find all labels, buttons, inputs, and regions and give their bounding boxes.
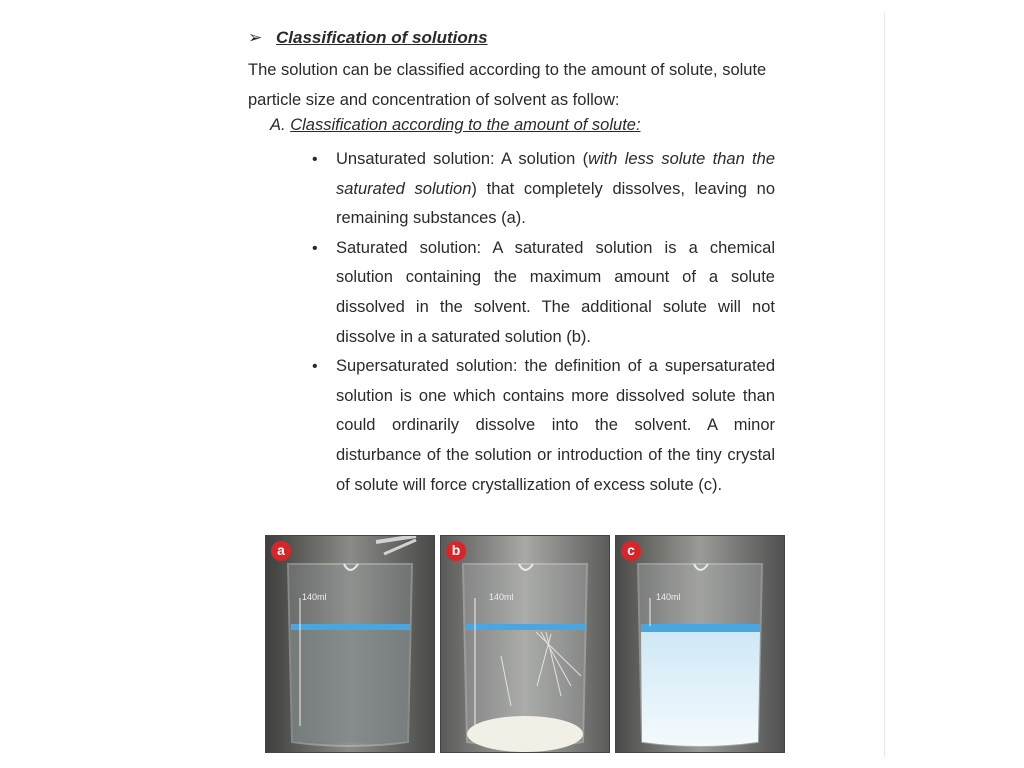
- arrow-bullet-icon: ➢: [248, 28, 263, 47]
- page-edge-divider: [884, 12, 885, 757]
- figure-badge: b: [446, 541, 466, 561]
- subsection-label: A.: [270, 116, 286, 134]
- beaker-photo-a: [265, 535, 435, 753]
- volume-mark: 140ml: [302, 592, 327, 602]
- section-heading-text: Classification of solutions: [276, 28, 488, 47]
- section-heading: [248, 28, 488, 48]
- bullet-text: Supersaturated solution: the definition of a supersaturated solution is one which contains more dissolved solute than could ordinarily dissolve into the solvent. A minor disturbance of the solution or introduction of the tiny crystal of solute will force crystallization of excess solute (c).: [336, 357, 775, 494]
- bullet-list: [312, 145, 775, 500]
- list-item: [312, 145, 775, 234]
- beaker-photo-c: [615, 535, 785, 753]
- bullet-dot-icon: •: [312, 239, 318, 257]
- bullet-text-end: ) that completely dissolves, leaving no remaining substances (a).: [336, 179, 775, 228]
- bullet-dot-icon: •: [312, 151, 318, 168]
- bullet-text: Unsaturated solution: A solution (: [336, 150, 589, 168]
- volume-mark: 140ml: [489, 592, 514, 602]
- bullet-emphasis: with less solute than the saturated solution: [336, 150, 775, 198]
- subsection-heading-text: Classification according to the amount of solute:: [290, 116, 641, 134]
- list-item: [312, 352, 775, 500]
- figure-badge: a: [271, 541, 291, 561]
- subsection-heading: [270, 116, 641, 135]
- beaker-figure: [265, 535, 787, 753]
- volume-mark: 140ml: [656, 592, 681, 602]
- beaker-photo-b: [440, 535, 610, 753]
- bullet-dot-icon: •: [312, 358, 318, 376]
- intro-paragraph: The solution can be classified according to the amount of solute, solute particle size and concentration of solvent as follow:: [248, 61, 767, 109]
- bullet-text: Saturated solution: A saturated solution is a chemical solution containing the maximum amount of a solute dissolved in the solvent. The additional solute will not dissolve in a saturated solution (b).: [336, 238, 775, 346]
- figure-badge: c: [621, 541, 641, 561]
- list-item: [312, 234, 775, 352]
